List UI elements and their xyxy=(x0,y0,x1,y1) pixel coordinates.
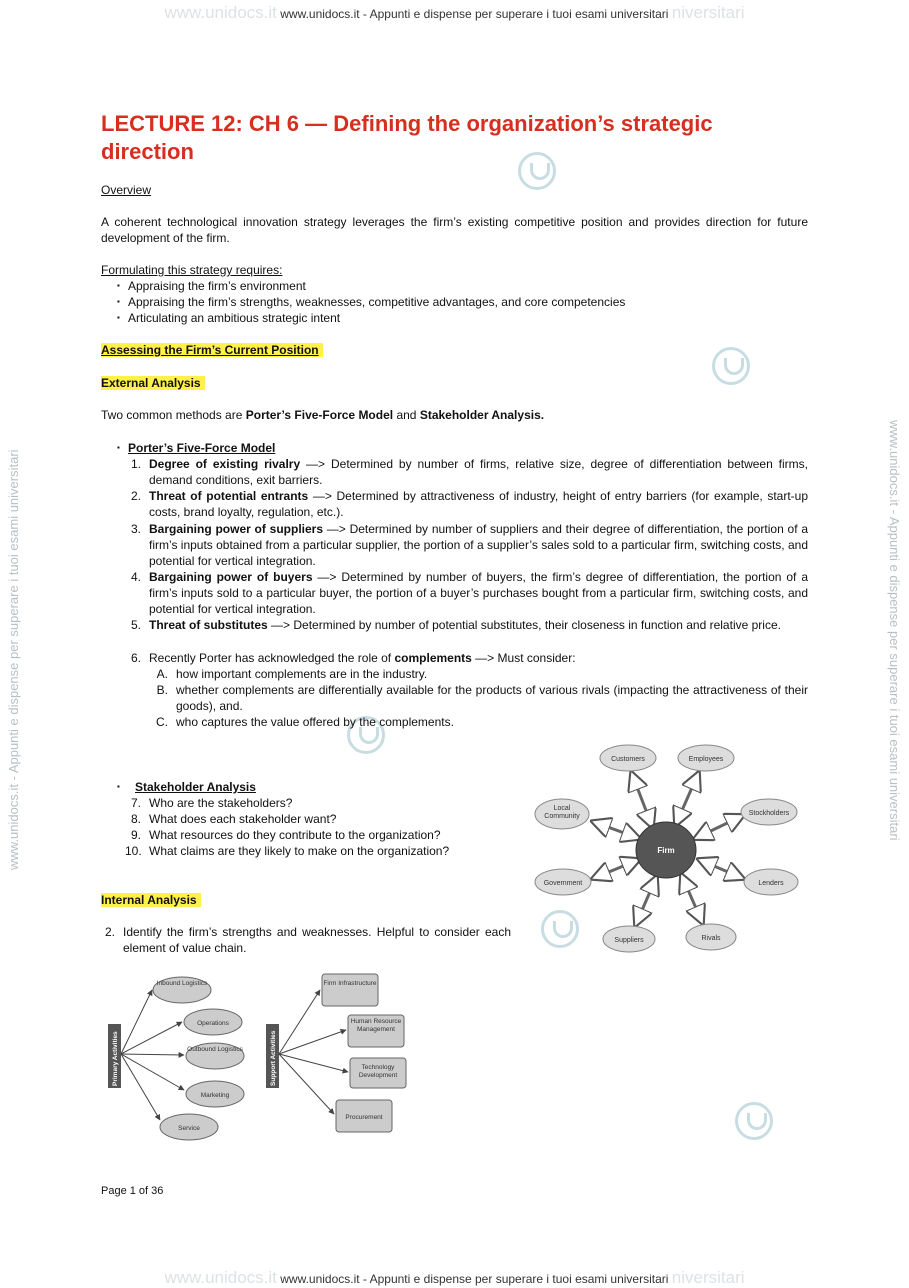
rivals-label: Rivals xyxy=(701,935,721,942)
watermark-ghost-right: niversitari xyxy=(671,1268,745,1287)
porter-item xyxy=(130,521,808,569)
watermark-side-right: www.unidocs.it - Appunti e dispense per superare i tuoi esami universitari xyxy=(887,420,902,841)
porter-item-text: —> Determined by attractiveness of industry, height of entry barriers (for example, start-up costs, brand loyalty, regulation, etc.). xyxy=(149,489,809,519)
subitem-letter: C. xyxy=(156,715,168,729)
watermark-logo-icon xyxy=(735,1102,773,1140)
complement-subitem xyxy=(156,714,808,730)
watermark-logo-icon xyxy=(712,347,750,385)
porter-item xyxy=(130,488,809,520)
external-heading: External Analysis xyxy=(101,376,205,390)
porter-item-term: Bargaining power of buyers xyxy=(149,570,313,584)
porter-item-text: Recently Porter has acknowledged the role of xyxy=(149,651,395,665)
porter-item-term: Degree of existing rivalry xyxy=(149,457,301,471)
procurement-label: Procurement xyxy=(345,1114,383,1121)
watermark-banner-bottom xyxy=(0,1268,909,1288)
hr-management-label: Human Resource Management xyxy=(350,1018,402,1033)
complement-subitem xyxy=(156,682,808,714)
local-community-label: Local Community xyxy=(544,805,580,820)
overview-heading: Overview xyxy=(101,183,152,197)
porter-item-text: —> Determined by number of firms, relative size, degree of differentiation between firms, demand conditions, exit barriers. xyxy=(149,457,809,487)
requires-label: Formulating this strategy requires: xyxy=(101,263,283,277)
method-stakeholder: Stakeholder Analysis. xyxy=(419,408,545,422)
overview-paragraph: A coherent technological innovation strategy leverages the firm’s existing competitive position and provides direction for future development of the firm. xyxy=(101,215,808,245)
porter-item-text: —> Determined by number of potential substitutes, their closeness in function and relative price. xyxy=(267,618,781,632)
firm-label: Firm xyxy=(657,846,675,855)
watermark-banner-text: www.unidocs.it - Appunti e dispense per superare i tuoi esami universitari xyxy=(280,7,669,21)
porter-item-term: Threat of substitutes xyxy=(149,618,268,632)
watermark-ghost-right: niversitari xyxy=(671,3,745,22)
suppliers-label: Suppliers xyxy=(614,937,644,944)
local-community-label-box xyxy=(537,802,587,826)
porter-item-number: 6. xyxy=(130,651,141,665)
methods-lead: Two common methods are xyxy=(101,408,246,422)
porter-item-text: —> Determined by number of suppliers and their degree of differentiation, the portion of a firm’s inputs obtained from a particular supplier, the portion of a supplier’s sales sold to a particular firm, switching costs, and potential for vertical integration. xyxy=(149,522,808,568)
porter-item-text: —> Must consider: xyxy=(471,651,576,665)
assessing-heading: Assessing the Firm’s Current Position xyxy=(101,343,323,357)
government-label: Government xyxy=(543,880,583,887)
question-text: What claims are they likely to make on the organization? xyxy=(149,844,450,858)
methods-sentence xyxy=(101,407,544,423)
lenders-label: Lenders xyxy=(758,880,784,887)
methods-and: and xyxy=(393,408,420,422)
porter-item-number: 3. xyxy=(130,522,141,536)
watermark-side-left: www.unidocs.it - Appunti e dispense per superare i tuoi esami universitari xyxy=(6,449,21,870)
internal-item xyxy=(104,924,511,956)
subitem-letter: A. xyxy=(156,667,168,681)
question-number: 9. xyxy=(130,828,141,842)
porter-item-complements xyxy=(130,650,808,666)
marketing-label: Marketing xyxy=(200,1092,230,1099)
subitem-text: who captures the value offered by the complements. xyxy=(176,715,454,729)
page-title: LECTURE 12: CH 6 — Defining the organization’s strategic direction xyxy=(101,111,713,164)
stakeholder-question xyxy=(125,843,450,859)
stakeholder-question xyxy=(130,795,293,811)
requires-item: ▪ Appraising the firm’s strengths, weaknesses, competitive advantages, and core competencies xyxy=(128,294,625,310)
subitem-text: how important complements are in the industry. xyxy=(176,667,428,681)
employees-label: Employees xyxy=(688,756,724,763)
requires-item: ▪ Appraising the firm’s environment xyxy=(128,278,306,294)
porter-item-number: 1. xyxy=(130,457,141,471)
internal-item-number: 2. xyxy=(104,925,115,939)
complement-subitem xyxy=(156,666,808,682)
watermark-ghost-left: www.unidocs.it xyxy=(164,1268,277,1287)
internal-item-text: Identify the firm’s strengths and weaknesses. Helpful to consider each element of value chain. xyxy=(123,925,511,955)
stockholders-label: Stockholders xyxy=(748,810,790,817)
porter-item xyxy=(130,456,809,488)
question-text: What resources do they contribute to the organization? xyxy=(149,828,441,842)
porter-item-term: Bargaining power of suppliers xyxy=(149,522,324,536)
porter-item-number: 5. xyxy=(130,618,141,632)
value-chain-diagram xyxy=(104,968,414,1146)
porter-item-term: complements xyxy=(394,651,472,665)
stakeholder-diagram xyxy=(530,738,815,958)
subitem-letter: B. xyxy=(156,683,168,697)
porter-item xyxy=(130,617,808,633)
page-footer: Page 1 of 36 xyxy=(101,1185,164,1197)
requires-item: ▪ Articulating an ambitious strategic intent xyxy=(128,310,340,326)
question-number: 8. xyxy=(130,812,141,826)
primary-activities-label: Primary Activities xyxy=(112,1031,119,1086)
subitem-text: whether complements are differentially available for the products of various rivals (impacting the attractiveness of their goods), and. xyxy=(176,683,808,713)
outbound-logistics-label: Outbound Logistics xyxy=(187,1046,243,1053)
inbound-logistics-label: Inbound Logistics xyxy=(156,980,208,987)
stakeholder-question xyxy=(130,811,337,827)
question-text: Who are the stakeholders? xyxy=(149,796,293,810)
question-text: What does each stakeholder want? xyxy=(149,812,337,826)
technology-development-label: Technology Development xyxy=(358,1064,398,1079)
porter-item xyxy=(130,569,808,617)
operations-label: Operations xyxy=(197,1020,229,1027)
porter-item-text: —> Determined by number of buyers, the firm’s degree of differentiation, the portion of a firm’s inputs sold to a particular buyer, the portion of a buyer’s purchases bought from a particular firm, switching costs, and potential for vertical integration. xyxy=(149,570,808,616)
porter-item-number: 4. xyxy=(130,570,141,584)
internal-heading: Internal Analysis xyxy=(101,893,201,907)
stakeholder-heading: Stakeholder Analysis xyxy=(135,780,256,794)
watermark-banner-text: www.unidocs.it - Appunti e dispense per superare i tuoi esami universitari xyxy=(280,1272,669,1286)
watermark-banner-top xyxy=(0,3,909,23)
porter-item-term: Threat of potential entrants xyxy=(149,489,309,503)
porter-item-number: 2. xyxy=(130,489,141,503)
firm-infrastructure-label: Firm Infrastructure xyxy=(323,980,377,987)
question-number: 7. xyxy=(130,796,141,810)
porter-heading: Porter’s Five-Force Model xyxy=(128,441,276,455)
stakeholder-question xyxy=(130,827,441,843)
watermark-ghost-left: www.unidocs.it xyxy=(164,3,277,22)
customers-label: Customers xyxy=(611,756,645,763)
service-label: Service xyxy=(178,1125,200,1132)
question-number: 10. xyxy=(125,844,142,858)
method-porter: Porter’s Five-Force Model xyxy=(245,408,394,422)
support-activities-label: Support Activities xyxy=(270,1030,277,1086)
